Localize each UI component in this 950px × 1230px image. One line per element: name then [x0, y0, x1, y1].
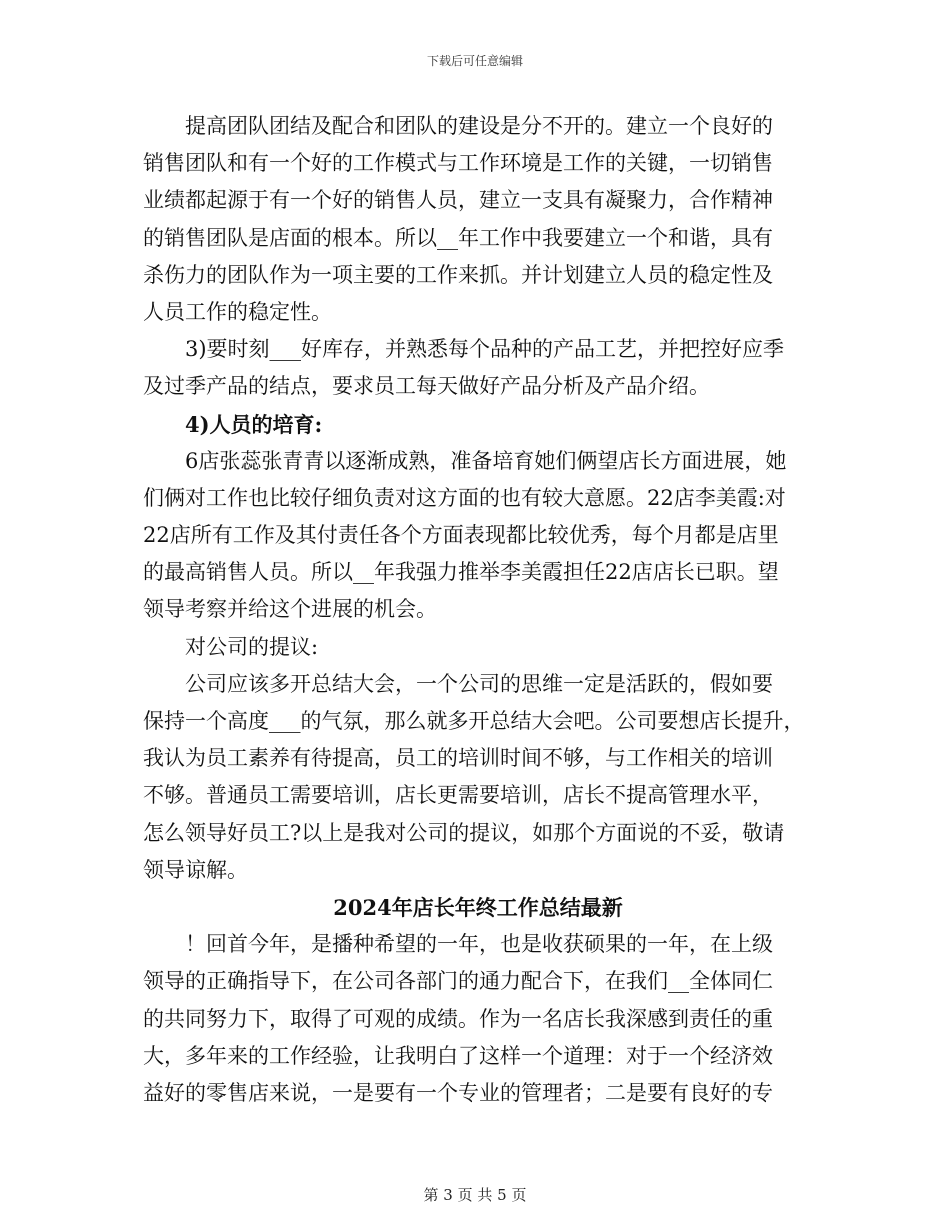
text-line: 的销售团队是店面的根本。所以__年工作中我要建立一个和谐，具有 — [143, 225, 773, 250]
text-line: 销售团队和有一个好的工作模式与工作环境是工作的关键，一切销售 — [143, 151, 773, 176]
page-footer: 第 3 页 共 5 页 — [423, 1186, 527, 1204]
text-line: 提高团队团结及配合和团队的建设是分不开的。建立一个良好的 — [185, 114, 773, 138]
text-line: 的共同努力下，取得了可观的成绩。作为一名店长我深感到责任的重 — [143, 1006, 773, 1031]
section-title: 2024年店长年终工作总结最新 — [333, 894, 623, 920]
text-line: 22店所有工作及其付责任各个方面表现都比较优秀，每个月都是店里 — [143, 523, 779, 548]
text-line: 保持一个高度___的气氛，那么就多开总结大会吧。公司要想店长提升， — [143, 709, 805, 733]
text-line: 公司应该多开总结大会，一个公司的思维一定是活跃的，假如要 — [185, 671, 773, 696]
text-line: 4)人员的培育: — [185, 411, 323, 437]
text-line: 及过季产品的结点，要求员工每天做好产品分析及产品介绍。 — [143, 374, 710, 399]
text-line: 不够。普通员工需要培训，店长更需要培训，店长不提高管理水平， — [143, 783, 773, 808]
text-line: 们俩对工作也比较仔细负责对这方面的也有较大意愿。22店李美霞:对 — [143, 485, 786, 510]
page-header: 下载后可任意编辑 — [426, 54, 523, 68]
text-line: 我认为员工素养有待提高，员工的培训时间不够，与工作相关的培训 — [143, 746, 773, 771]
text-line: 的最高销售人员。所以__年我强力推举李美霞担任22店店长已职。望 — [143, 560, 779, 585]
text-line: 业绩都起源于有一个好的销售人员，建立一支具有凝聚力，合作精神 — [143, 188, 773, 213]
text-line: 益好的零售店来说，一是要有一个专业的管理者；二是要有良好的专 — [143, 1080, 773, 1105]
text-line: ！回首今年，是播种希望的一年，也是收获硕果的一年，在上级 — [185, 932, 773, 957]
document-body — [143, 108, 813, 1112]
text-line: 杀伤力的团队作为一项主要的工作来抓。并计划建立人员的稳定性及 — [143, 262, 773, 287]
text-line: 对公司的提议: — [185, 634, 319, 659]
text-line: 怎么领导好员工?以上是我对公司的提议，如那个方面说的不妥，敬请 — [143, 820, 785, 845]
text-line: 领导谅解。 — [143, 857, 248, 882]
text-line: 6店张蕊张青青以逐渐成熟，准备培育她们俩望店长方面进展，她 — [185, 448, 787, 473]
text-line: 大，多年来的工作经验，让我明白了这样一个道理：对于一个经济效 — [143, 1043, 773, 1068]
text-line: 人员工作的稳定性。 — [143, 299, 332, 324]
text-line: 领导考察并给这个进展的机会。 — [143, 597, 437, 622]
text-line: 3)要时刻___好库存，并熟悉每个品种的产品工艺，并把控好应季 — [185, 337, 785, 362]
text-line: 领导的正确指导下，在公司各部门的通力配合下，在我们__全体同仁 — [143, 969, 773, 994]
